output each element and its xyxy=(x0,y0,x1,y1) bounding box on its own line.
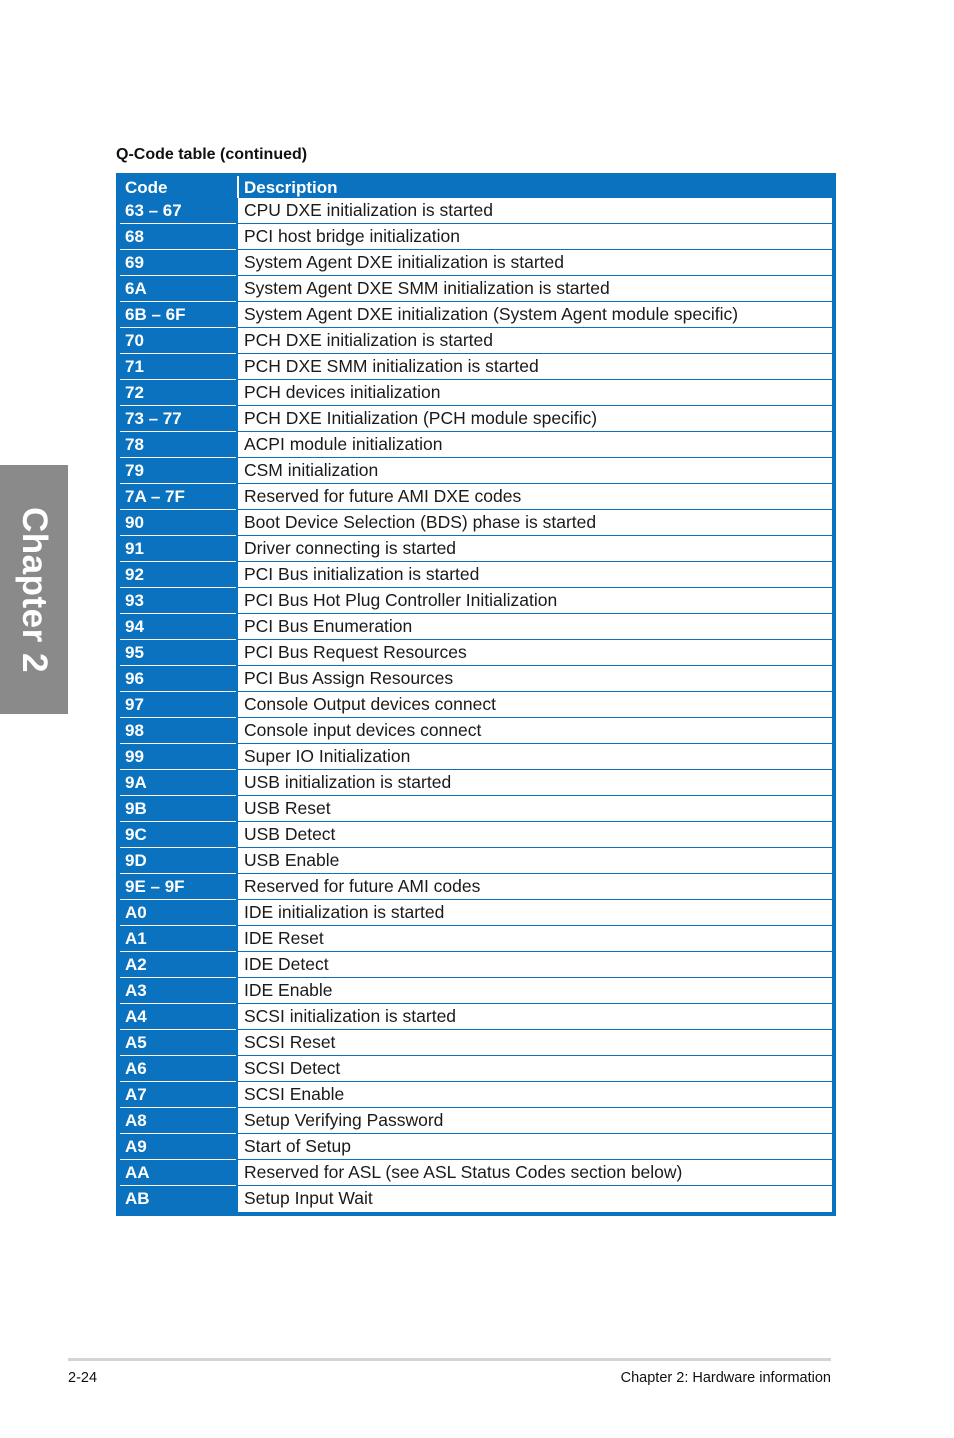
description-cell: System Agent DXE initialization is started xyxy=(238,250,832,276)
column-header-code: Code xyxy=(125,178,168,197)
code-cell: 71 xyxy=(120,354,236,380)
table-row xyxy=(120,562,832,588)
description-cell: Super IO Initialization xyxy=(238,744,832,770)
description-cell: PCI Bus Enumeration xyxy=(238,614,832,640)
description-cell: USB initialization is started xyxy=(238,770,832,796)
table-row xyxy=(120,718,832,744)
description-cell: Setup Verifying Password xyxy=(238,1108,832,1134)
description-cell: System Agent DXE initialization (System Agent module specific) xyxy=(238,302,832,328)
table-row xyxy=(120,1186,832,1212)
code-cell: AA xyxy=(120,1160,236,1186)
code-cell: 97 xyxy=(120,692,236,718)
qcode-table xyxy=(116,173,836,1216)
code-cell: 68 xyxy=(120,224,236,250)
table-row xyxy=(120,770,832,796)
table-row xyxy=(120,354,832,380)
code-cell: 63 – 67 xyxy=(120,198,236,224)
description-cell: USB Reset xyxy=(238,796,832,822)
code-cell: 73 – 77 xyxy=(120,406,236,432)
description-cell: Console Output devices connect xyxy=(238,692,832,718)
code-cell: A0 xyxy=(120,900,236,926)
code-cell: A2 xyxy=(120,952,236,978)
description-cell: IDE Enable xyxy=(238,978,832,1004)
table-row xyxy=(120,276,832,302)
code-cell: 95 xyxy=(120,640,236,666)
description-cell: PCH DXE initialization is started xyxy=(238,328,832,354)
description-cell: PCI Bus initialization is started xyxy=(238,562,832,588)
code-cell: 6B – 6F xyxy=(120,302,236,328)
table-row xyxy=(120,198,832,224)
table-row xyxy=(120,978,832,1004)
table-row xyxy=(120,952,832,978)
code-cell: 7A – 7F xyxy=(120,484,236,510)
description-cell: Reserved for future AMI codes xyxy=(238,874,832,900)
description-cell: ACPI module initialization xyxy=(238,432,832,458)
description-cell: CPU DXE initialization is started xyxy=(238,198,832,224)
code-cell: 91 xyxy=(120,536,236,562)
code-cell: 99 xyxy=(120,744,236,770)
column-header-description: Description xyxy=(237,176,832,198)
table-row xyxy=(120,614,832,640)
table-title: Q-Code table (continued) xyxy=(116,146,308,163)
table-row xyxy=(120,692,832,718)
table-row xyxy=(120,1030,832,1056)
code-cell: 6A xyxy=(120,276,236,302)
description-cell: IDE Detect xyxy=(238,952,832,978)
page-number: 2-24 xyxy=(68,1370,98,1386)
code-cell: A8 xyxy=(120,1108,236,1134)
code-cell: 90 xyxy=(120,510,236,536)
table-row xyxy=(120,1004,832,1030)
code-cell: 98 xyxy=(120,718,236,744)
table-row xyxy=(120,224,832,250)
code-cell: 9B xyxy=(120,796,236,822)
table-row xyxy=(120,1160,832,1186)
footer-chapter-label: Chapter 2: Hardware information xyxy=(620,1370,831,1386)
code-cell: A5 xyxy=(120,1030,236,1056)
table-row xyxy=(120,1134,832,1160)
code-cell: 96 xyxy=(120,666,236,692)
code-cell: 9D xyxy=(120,848,236,874)
chapter-side-tab-label: Chapter 2 xyxy=(15,506,54,673)
description-cell: SCSI initialization is started xyxy=(238,1004,832,1030)
description-cell: Driver connecting is started xyxy=(238,536,832,562)
table-row xyxy=(120,432,832,458)
footer-divider xyxy=(68,1358,831,1361)
code-cell: 9C xyxy=(120,822,236,848)
code-cell: 78 xyxy=(120,432,236,458)
table-row xyxy=(120,640,832,666)
code-cell: A9 xyxy=(120,1134,236,1160)
description-cell: USB Detect xyxy=(238,822,832,848)
description-cell: USB Enable xyxy=(238,848,832,874)
table-row xyxy=(120,536,832,562)
description-cell: PCI Bus Request Resources xyxy=(238,640,832,666)
table-row xyxy=(120,1108,832,1134)
description-cell: IDE initialization is started xyxy=(238,900,832,926)
code-cell: A6 xyxy=(120,1056,236,1082)
description-cell: PCH DXE Initialization (PCH module specific) xyxy=(238,406,832,432)
table-row xyxy=(120,796,832,822)
table-row xyxy=(120,1082,832,1108)
code-cell: 70 xyxy=(120,328,236,354)
code-cell: 9E – 9F xyxy=(120,874,236,900)
table-body xyxy=(120,198,832,1212)
table-row xyxy=(120,250,832,276)
description-cell: Reserved for ASL (see ASL Status Codes section below) xyxy=(238,1160,832,1186)
description-cell: PCI host bridge initialization xyxy=(238,224,832,250)
description-cell: PCH devices initialization xyxy=(238,380,832,406)
code-cell: 92 xyxy=(120,562,236,588)
code-cell: 69 xyxy=(120,250,236,276)
chapter-side-tab xyxy=(0,465,68,714)
description-cell: System Agent DXE SMM initialization is started xyxy=(238,276,832,302)
table-row xyxy=(120,510,832,536)
description-cell: PCI Bus Hot Plug Controller Initialization xyxy=(238,588,832,614)
description-cell: SCSI Reset xyxy=(238,1030,832,1056)
description-cell: PCI Bus Assign Resources xyxy=(238,666,832,692)
code-cell: A3 xyxy=(120,978,236,1004)
code-cell: 79 xyxy=(120,458,236,484)
table-row xyxy=(120,744,832,770)
code-cell: A7 xyxy=(120,1082,236,1108)
code-cell: 72 xyxy=(120,380,236,406)
description-cell: Reserved for future AMI DXE codes xyxy=(238,484,832,510)
table-row xyxy=(120,328,832,354)
code-cell: AB xyxy=(125,1189,150,1208)
description-cell: SCSI Detect xyxy=(238,1056,832,1082)
table-row xyxy=(120,380,832,406)
description-cell: SCSI Enable xyxy=(238,1082,832,1108)
code-cell: A1 xyxy=(120,926,236,952)
table-header-row xyxy=(120,176,832,198)
table-row xyxy=(120,406,832,432)
description-cell: CSM initialization xyxy=(238,458,832,484)
table-row xyxy=(120,900,832,926)
table-row xyxy=(120,458,832,484)
description-cell: Start of Setup xyxy=(238,1134,832,1160)
table-row xyxy=(120,926,832,952)
description-cell: Boot Device Selection (BDS) phase is started xyxy=(238,510,832,536)
table-row xyxy=(120,484,832,510)
table-row xyxy=(120,822,832,848)
table-row xyxy=(120,666,832,692)
description-cell: IDE Reset xyxy=(238,926,832,952)
table-row xyxy=(120,848,832,874)
code-cell: 94 xyxy=(120,614,236,640)
code-cell: 9A xyxy=(120,770,236,796)
description-cell: PCH DXE SMM initialization is started xyxy=(238,354,832,380)
description-cell: Setup Input Wait xyxy=(238,1186,832,1212)
description-cell: Console input devices connect xyxy=(238,718,832,744)
code-cell: A4 xyxy=(120,1004,236,1030)
table-row xyxy=(120,302,832,328)
table-row xyxy=(120,1056,832,1082)
code-cell: 93 xyxy=(120,588,236,614)
table-row xyxy=(120,874,832,900)
table-row xyxy=(120,588,832,614)
